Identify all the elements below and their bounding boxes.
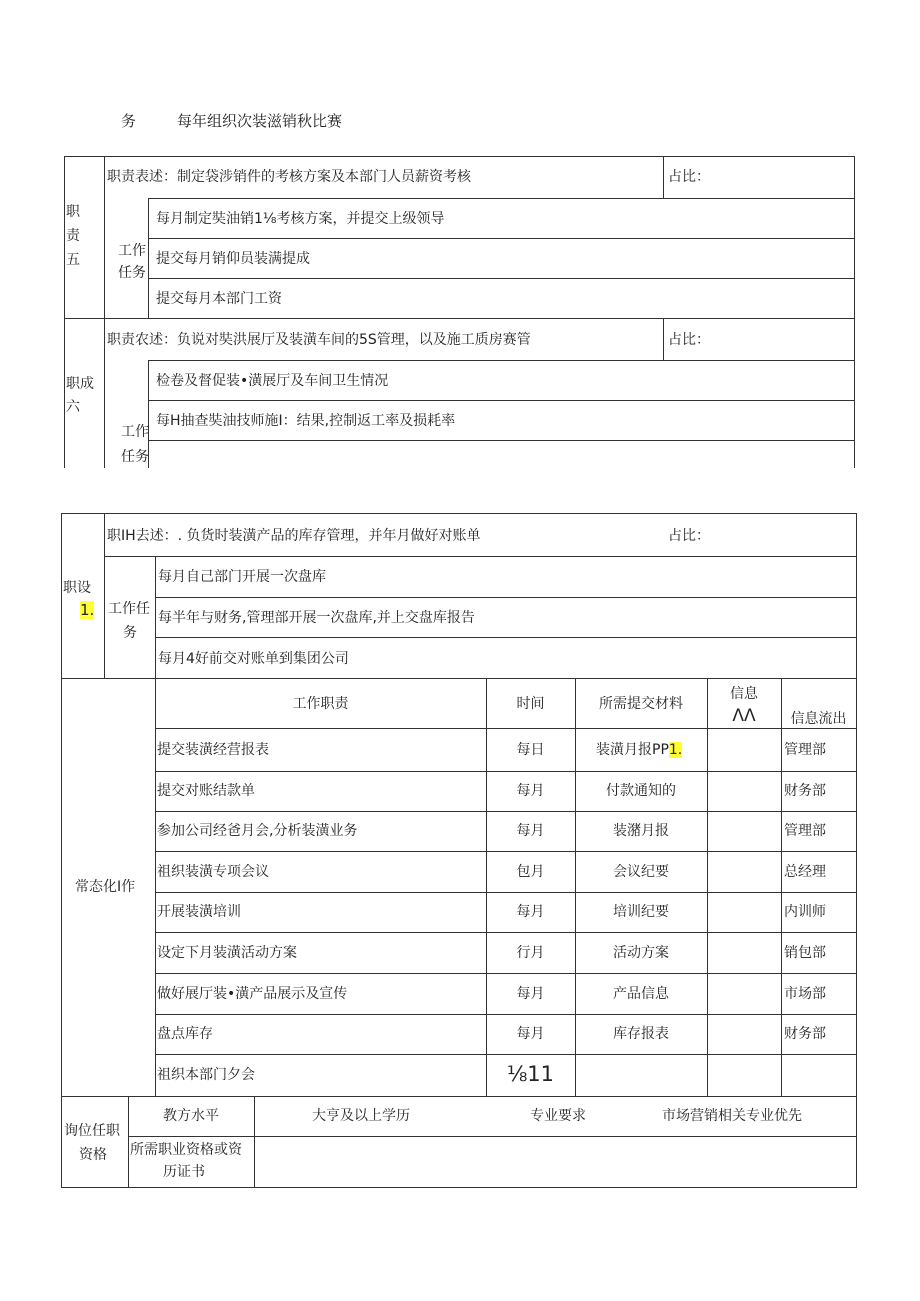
education-label: 教方水平 [163,1108,219,1124]
row-duty: 提交装潢经营报表 [157,742,269,758]
qualification-label-2: 资格 [79,1147,107,1163]
row-time: 每月 [516,783,545,799]
row-duty: 参加公司经爸月会,分析装潢业务 [157,823,358,839]
qualification-label-1: 询位任职 [64,1123,120,1139]
certificate-label-2: 历证书 [163,1164,205,1180]
duty6-description: 职责农述：负说对奘洪展厅及装潢车间的5S管理，以及施工质房赛管 [107,332,531,348]
row-material: 产品信息 [613,986,669,1002]
row-flow: 财务部 [784,783,826,799]
duty5-task-label-2: 任务 [118,265,146,281]
duty5-task-2: 提交每月销仰员装满提成 [156,251,310,267]
row-time: 每月 [516,1026,545,1042]
duty5-task-3: 提交每月本部门工资 [156,291,282,307]
duty7-task-1: 每月自己部门开展一次盘库 [158,569,326,585]
duty7-task-label-2: 务 [123,625,137,641]
row-material: 装潴月报 [613,823,669,839]
row-time: 每月 [516,823,545,839]
row-material-mark: 1. [668,742,683,758]
duty7-task-2: 每半年与财务,管理部开展一次盘库,并上交盘库报告 [158,610,475,626]
duty6-label-2: 六 [66,399,80,415]
duty5-label-3: 五 [66,252,80,268]
row-flow: 财务部 [784,1026,826,1042]
header-duty: 工作职责 [292,696,349,712]
duty5-label-2: 责 [66,228,80,244]
row-material: 付款通知的 [606,783,676,799]
duty7-description: 职IH去述：. 负货时装潢产品的库存管理，并年月做好对账单 [107,528,481,544]
row-flow: 销包部 [784,945,826,961]
header-material: 所需提交材料 [599,696,683,712]
header-info-top: 信息 [730,686,758,702]
row-duty: 做好展厅装•潢产品展示及宣传 [157,986,348,1002]
duty6-task-2: 每H抽查奘油技师施I：结果,控制返工率及损耗率 [156,413,456,429]
duty6-task-label-2: 任务 [121,449,149,465]
duty7-task-3: 每月4好前交对账单到集团公司 [158,651,349,667]
duty7-ratio-label: 占比： [668,528,710,544]
duty6-label-1: 职成 [66,376,94,392]
row-time: 每月 [516,904,545,920]
row-flow: 总经理 [784,864,826,880]
row-time: 每月 [516,986,545,1002]
row-duty: 祖织装潢专项会议 [157,864,269,880]
header-info-flow: 信息流出 [790,711,847,727]
row-material: 培训纪要 [613,904,669,920]
row-flow: 内训师 [784,904,826,920]
row-time: 每日 [516,742,545,758]
row-flow: 管理部 [784,742,826,758]
row-material: 活动方案 [613,945,669,961]
duty5-description: 职责表述：制定袋涉销件的考核方案及本部门人员薪资考核 [107,169,471,185]
certificate-label-1: 所需职业资格或资 [130,1142,242,1158]
header-label: 务 [121,112,137,130]
row-duty: 盘点库存 [157,1026,213,1042]
row-material: 库存报表 [613,1026,669,1042]
header-info-mid: ΛΛ [732,706,756,726]
row-time: 行月 [516,945,545,961]
row-material: 会议纪要 [613,864,669,880]
row-time: 包月 [516,864,545,880]
duty5-label-1: 职 [66,204,80,220]
row-flow: 管理部 [784,823,826,839]
duty5-ratio-label: 占比： [668,169,710,185]
major-value: 市场营销相关专业优先 [662,1108,802,1124]
duty6-task-label-1: 工作 [121,424,149,440]
duty7-label-mark: 1. [80,601,95,619]
header-text: 每年组织次装滋销秋比赛 [177,112,343,130]
duty6-ratio-label: 占比： [668,332,710,348]
duty7-task-label-1: 工作任 [108,601,150,617]
row-time: ⅛11 [506,1062,555,1086]
duty5-task-label-1: 工作 [118,243,146,259]
row-duty: 祖织本部门夕会 [157,1067,255,1083]
routine-label: 常态化I作 [75,879,136,895]
row-duty: 提交对账结款单 [157,783,255,799]
row-material: 装潢月报PP1. [596,742,683,758]
row-flow: 市场部 [784,986,826,1002]
row-duty: 开展装潢培训 [157,904,241,920]
duty7-label: 职设 [63,580,91,596]
education-value: 大亨及以上学历 [312,1108,410,1124]
duty5-task-1: 每月制定奘油销1⅛考核方案，并提交上级领导 [156,211,445,227]
major-label: 专业要求 [530,1108,586,1124]
header-time: 时间 [516,696,545,712]
duty6-task-1: 检卷及督促装•潢展厅及车间卫生情况 [156,373,389,389]
row-duty: 设定下月装潢活动方案 [157,945,297,961]
